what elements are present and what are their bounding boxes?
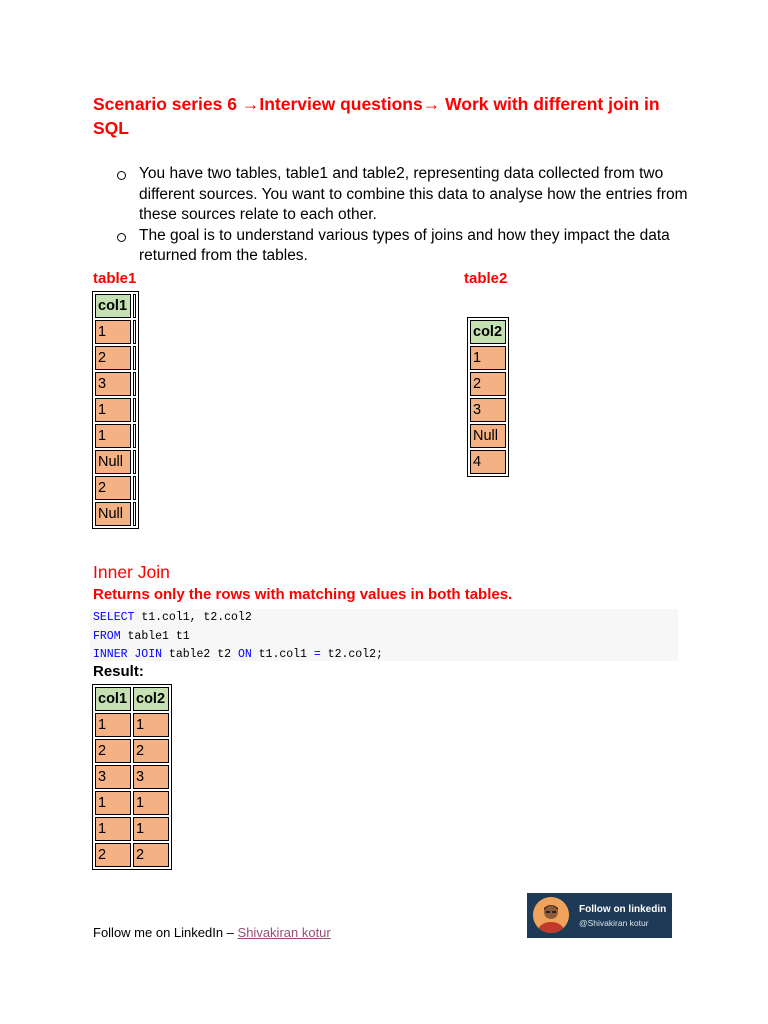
result-label: Result: [93, 663, 144, 680]
table2-cell: 1 [470, 346, 506, 370]
table1-cell: 1 [95, 424, 131, 448]
follow-linkedin-badge[interactable] [527, 893, 672, 938]
result-cell: 1 [133, 713, 169, 737]
footer-text: Follow me on LinkedIn – [93, 925, 238, 940]
sql-code-block [90, 609, 678, 661]
result-cell: 2 [133, 739, 169, 763]
footer [93, 925, 331, 940]
table1-cell: 3 [95, 372, 131, 396]
result-header: col1 [95, 687, 131, 711]
avatar [533, 897, 569, 933]
result-cell: 1 [95, 713, 131, 737]
sql-text: table1 t1 [120, 629, 190, 643]
table2-cell: 3 [470, 398, 506, 422]
sql-text: t1.col1 [251, 648, 314, 661]
sql-text: t1.col1, t2.col2 [134, 611, 252, 624]
page-title: Scenario series 6 →Interview questions→ Work with different join in SQL [93, 94, 660, 138]
table2-header: col2 [470, 320, 506, 344]
table2-cell: 2 [470, 372, 506, 396]
inner-join-heading: Inner Join [93, 562, 170, 582]
table1-cell: 1 [95, 320, 131, 344]
result-cell: 1 [95, 817, 131, 841]
sql-keyword: FROM [93, 629, 121, 643]
result-cell: 2 [95, 843, 131, 867]
result-table [92, 684, 172, 870]
table1-cell: Null [95, 502, 131, 526]
table1 [92, 291, 139, 529]
table1-header: col1 [95, 294, 131, 318]
table1-cell: Null [95, 450, 131, 474]
result-cell: 1 [95, 791, 131, 815]
sql-text: t2.col2; [320, 648, 383, 661]
table1-cell: 1 [95, 398, 131, 422]
table2-label: table2 [464, 270, 508, 287]
result-header: col2 [133, 687, 169, 711]
result-cell: 3 [95, 765, 131, 789]
result-cell: 1 [133, 817, 169, 841]
table2-cell: Null [470, 424, 506, 448]
result-cell: 2 [95, 739, 131, 763]
table2-cell: 4 [470, 450, 506, 474]
table1-cell: 2 [95, 346, 131, 370]
sql-keyword: ON [237, 648, 252, 661]
badge-handle: @Shivakiran kotur [579, 918, 649, 928]
sql-keyword: SELECT [93, 611, 135, 624]
table2 [467, 317, 509, 477]
result-cell: 1 [133, 791, 169, 815]
table1-cell: 2 [95, 476, 131, 500]
badge-title: Follow on linkedin [579, 904, 667, 915]
intro-bullet-list [115, 164, 695, 267]
sql-text: table2 t2 [162, 648, 238, 661]
result-cell: 2 [133, 843, 169, 867]
linkedin-profile-link[interactable]: Shivakiran kotur [237, 925, 331, 940]
bullet-item: You have two tables, table1 and table2, representing data collected from two different sources. You want to combine this data to analyse how the entries from these sources relate to each other. [115, 164, 695, 226]
bullet-item: The goal is to understand various types of joins and how they impact the data returned from the tables. [115, 226, 695, 267]
sql-operator: = [313, 648, 321, 661]
result-cell: 3 [133, 765, 169, 789]
sql-keyword: INNER JOIN [93, 648, 163, 661]
inner-join-description: Returns only the rows with matching values in both tables. [93, 586, 513, 603]
table1-label: table1 [93, 270, 137, 287]
